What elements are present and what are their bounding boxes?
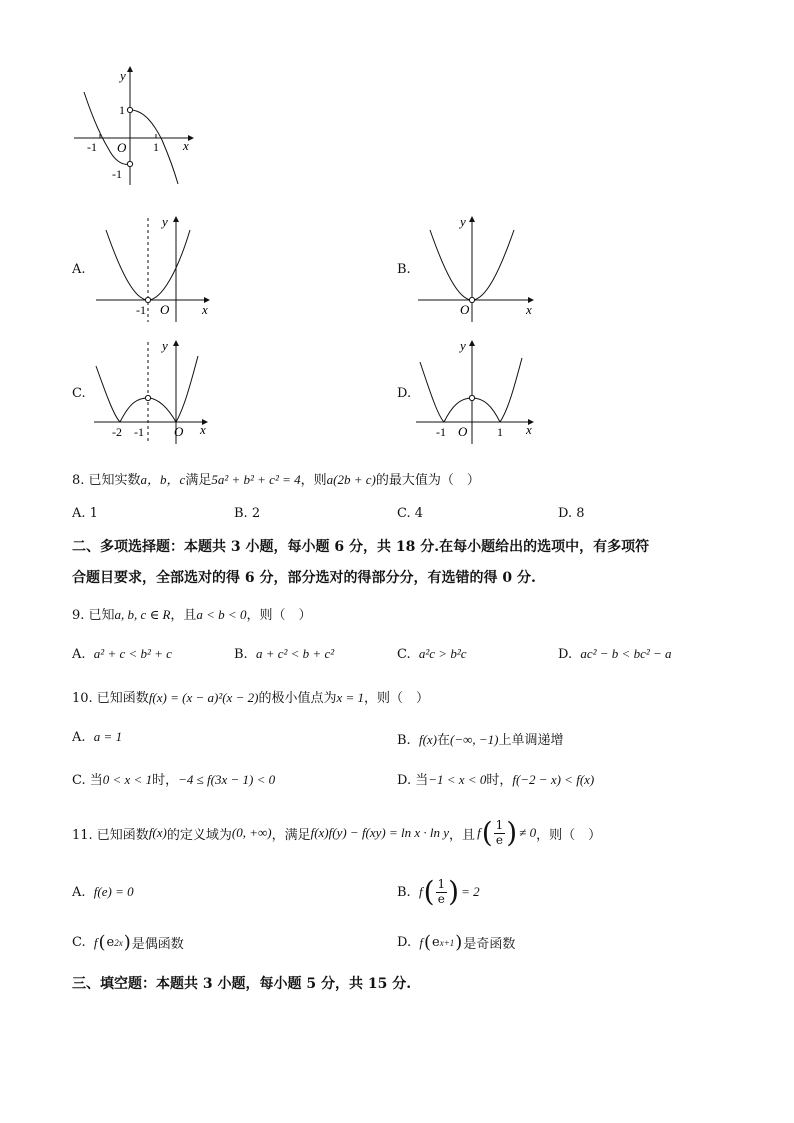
q9-option-d[interactable] (558, 646, 672, 662)
q9-option-a-label: A. (72, 647, 86, 662)
figure-c-tick-neg1: -1 (134, 425, 144, 439)
q9-option-c[interactable] (397, 646, 467, 662)
main-y-label: y (120, 68, 126, 83)
q10-option-c[interactable] (72, 769, 275, 788)
figure-d-x-label: x (526, 422, 532, 437)
q9-option-d-label: D. (558, 647, 573, 662)
figure-d-origin-label: O (458, 424, 468, 439)
q11-option-a-expr: f(e) = 0 (93, 884, 134, 899)
figure-d-tick-1: 1 (497, 425, 503, 439)
q11-cond-paren-right: ) (506, 816, 518, 849)
q8-stem (72, 469, 480, 488)
q10-option-c-text: 时， (152, 773, 179, 788)
figure-d-label: D. (397, 386, 412, 401)
q11-option-b-f: f (418, 884, 423, 899)
q11-option-c[interactable] (72, 932, 184, 953)
q10-option-d-cond: −1 < x < 0 (428, 772, 487, 787)
q11-mid2: ，满足 (271, 827, 311, 843)
q8-condition: 5a² + b² + c² = 4 (211, 472, 301, 487)
figure-b-graph (410, 210, 545, 325)
q11-option-d-base: e (432, 935, 440, 950)
figure-a-y-label: y (162, 214, 168, 229)
q9-option-c-expr: a²c > b²c (418, 646, 467, 661)
q8-option-d[interactable]: D. 8 (558, 506, 585, 521)
q11-stem (72, 813, 601, 853)
q11-option-a-label: A. (72, 885, 86, 900)
q11-option-c-label: C. (72, 935, 86, 950)
figure-c-y-label: y (162, 338, 168, 353)
q8-suffix: 的最大值为（ ） (375, 473, 480, 488)
q11-option-b-tail: = 2 (461, 884, 480, 899)
q10-func: f(x) = (x − a)²(x − 2) (148, 690, 259, 705)
figure-a-origin-label: O (160, 302, 170, 317)
q11-cond-numerator: 1 (495, 818, 504, 833)
main-tick-neg1-y: -1 (112, 167, 122, 181)
figure-c-graph (88, 336, 218, 446)
q11-option-c-exp: 2x (114, 937, 123, 948)
figure-c-origin-label: O (174, 424, 184, 439)
figure-c-tick-neg2: -2 (112, 425, 122, 439)
main-tick-1-x: 1 (153, 140, 159, 154)
q8-vars: a，b，c (140, 472, 186, 487)
q11-option-b-denominator: e (437, 891, 445, 906)
q11-option-d-label: D. (397, 935, 412, 950)
q11-option-c-text: 是偶函数 (131, 937, 184, 952)
figure-b-label: B. (397, 262, 411, 277)
q9-suffix: ，则（ ） (246, 608, 312, 623)
q11-option-d[interactable] (397, 932, 515, 953)
q11-suffix: ，则（ ） (536, 827, 602, 843)
q8-mid: 满足 (185, 473, 212, 488)
q10-option-d-text: 时， (486, 773, 513, 788)
q9-option-d-expr: ac² − b < bc² − a (580, 646, 672, 661)
section2-heading-line1: 二、多项选择题：本题共 3 小题，每小题 6 分，共 18 分.在每小题给出的选项中，有多项符 (72, 539, 650, 555)
q11-cond-fraction (494, 819, 506, 846)
main-graph (70, 60, 200, 190)
figure-d-y-label: y (460, 338, 466, 353)
q10-suffix: ，则（ ） (364, 691, 430, 706)
q11-option-a[interactable] (72, 884, 134, 900)
q11-option-d-exp: x+1 (439, 937, 455, 948)
q9-option-a-expr: a² + c < b² + c (93, 646, 172, 661)
q11-func: f(x) (148, 825, 167, 840)
q11-option-d-f: f (419, 934, 423, 950)
q8-option-b[interactable]: B. 2 (234, 506, 261, 521)
figure-a-x-label: x (202, 302, 208, 317)
q11-option-b-label: B. (397, 884, 411, 900)
q10-option-b-label: B. (397, 733, 411, 748)
q11-option-c-f: f (93, 934, 98, 950)
q10-option-d[interactable] (397, 769, 594, 788)
q10-stem (72, 687, 429, 706)
q9-option-a[interactable] (72, 646, 172, 662)
q11-option-d-text: 是奇函数 (463, 937, 516, 952)
q11-cond-paren-left: ( (481, 816, 493, 849)
figure-d-graph (410, 336, 545, 446)
q10-option-c-label: C. 当 (72, 773, 103, 788)
q10-option-b-expr: f(x) (418, 732, 437, 747)
q11-option-d-paren-right: ) (455, 932, 463, 953)
q10-option-d-label: D. 当 (397, 773, 429, 788)
q10-option-c-expr: −4 ≤ f(3x − 1) < 0 (178, 772, 276, 787)
q9-set: a, b, c ∈ R (114, 607, 171, 622)
q11-option-b-fraction (436, 878, 448, 905)
figure-d-tick-neg1: -1 (436, 425, 446, 439)
q9-cond: a < b < 0 (196, 607, 247, 622)
q10-option-d-expr: f(−2 − x) < f(x) (512, 772, 595, 787)
q8-option-c[interactable]: C. 4 (397, 506, 424, 521)
q11-domain: (0, +∞) (231, 825, 272, 840)
figure-c-x-label: x (200, 422, 206, 437)
q9-mid: ，且 (170, 608, 197, 623)
figure-a-tick: -1 (136, 303, 146, 317)
q11-option-b-paren-right: ) (448, 875, 460, 908)
figure-b-x-label: x (526, 302, 532, 317)
q10-option-b-text2: 上单调递增 (498, 733, 564, 748)
q9-option-c-label: C. (397, 647, 411, 662)
q11-cond-f: f (477, 825, 481, 840)
q10-point: x = 1 (336, 690, 364, 705)
q8-after: ，则 (300, 473, 327, 488)
figure-c-label: C. (72, 386, 86, 401)
q10-option-b-interval: (−∞, −1) (450, 732, 499, 747)
q11-option-c-paren-left: ( (98, 932, 106, 953)
q11-mid3: ，且 (449, 827, 476, 843)
q10-option-b-text1: 在 (437, 733, 451, 748)
q11-option-c-paren-right: ) (123, 932, 131, 953)
q9-option-b[interactable] (234, 646, 334, 662)
q11-option-b[interactable] (397, 872, 480, 912)
figure-b-y-label: y (460, 214, 466, 229)
q10-option-a[interactable] (72, 729, 122, 745)
main-tick-1-y: 1 (119, 103, 125, 117)
q9-stem (72, 604, 311, 623)
q9-option-b-label: B. (234, 647, 248, 662)
q10-mid: 的极小值点为 (258, 691, 337, 706)
q11-equation: f(x)f(y) − f(xy) = ln x · ln y (310, 825, 450, 840)
figure-b-origin-label: O (460, 302, 470, 317)
q11-option-c-base: e (106, 935, 115, 950)
q11-cond-tail: ≠ 0 (519, 825, 537, 840)
q10-option-a-expr: a = 1 (93, 729, 123, 744)
q10-option-c-cond: 0 < x < 1 (102, 772, 153, 787)
section3-heading: 三、填空题：本题共 3 小题，每小题 5 分，共 15 分. (72, 976, 412, 992)
main-origin-label: O (117, 140, 127, 155)
main-tick-neg1-x: -1 (87, 140, 97, 154)
q11-option-b-paren-left: ( (423, 875, 435, 908)
figure-a-label: A. (72, 262, 86, 277)
q11-option-d-paren-left: ( (423, 932, 432, 953)
q11-mid1: 的定义域为 (166, 827, 232, 843)
q9-option-b-expr: a + c² < b + c² (255, 646, 335, 661)
main-x-label: x (183, 138, 189, 153)
q8-prefix: 8. 已知实数 (72, 473, 141, 488)
q8-expr: a(2b + c) (326, 472, 376, 487)
section2-heading-line2: 合题目要求，全部选对的得 6 分，部分选对的得部分分，有选错的得 0 分. (72, 570, 536, 586)
q11-cond-denominator: e (495, 832, 503, 847)
q8-option-a[interactable]: A. 1 (72, 506, 98, 521)
q11-prefix: 11. 已知函数 (72, 827, 149, 843)
q9-prefix: 9. 已知 (72, 608, 115, 623)
q11-option-b-numerator: 1 (437, 877, 446, 892)
q10-option-b[interactable] (397, 729, 564, 748)
q10-option-a-label: A. (72, 730, 86, 745)
q10-prefix: 10. 已知函数 (72, 691, 149, 706)
figure-a-graph (90, 210, 220, 325)
